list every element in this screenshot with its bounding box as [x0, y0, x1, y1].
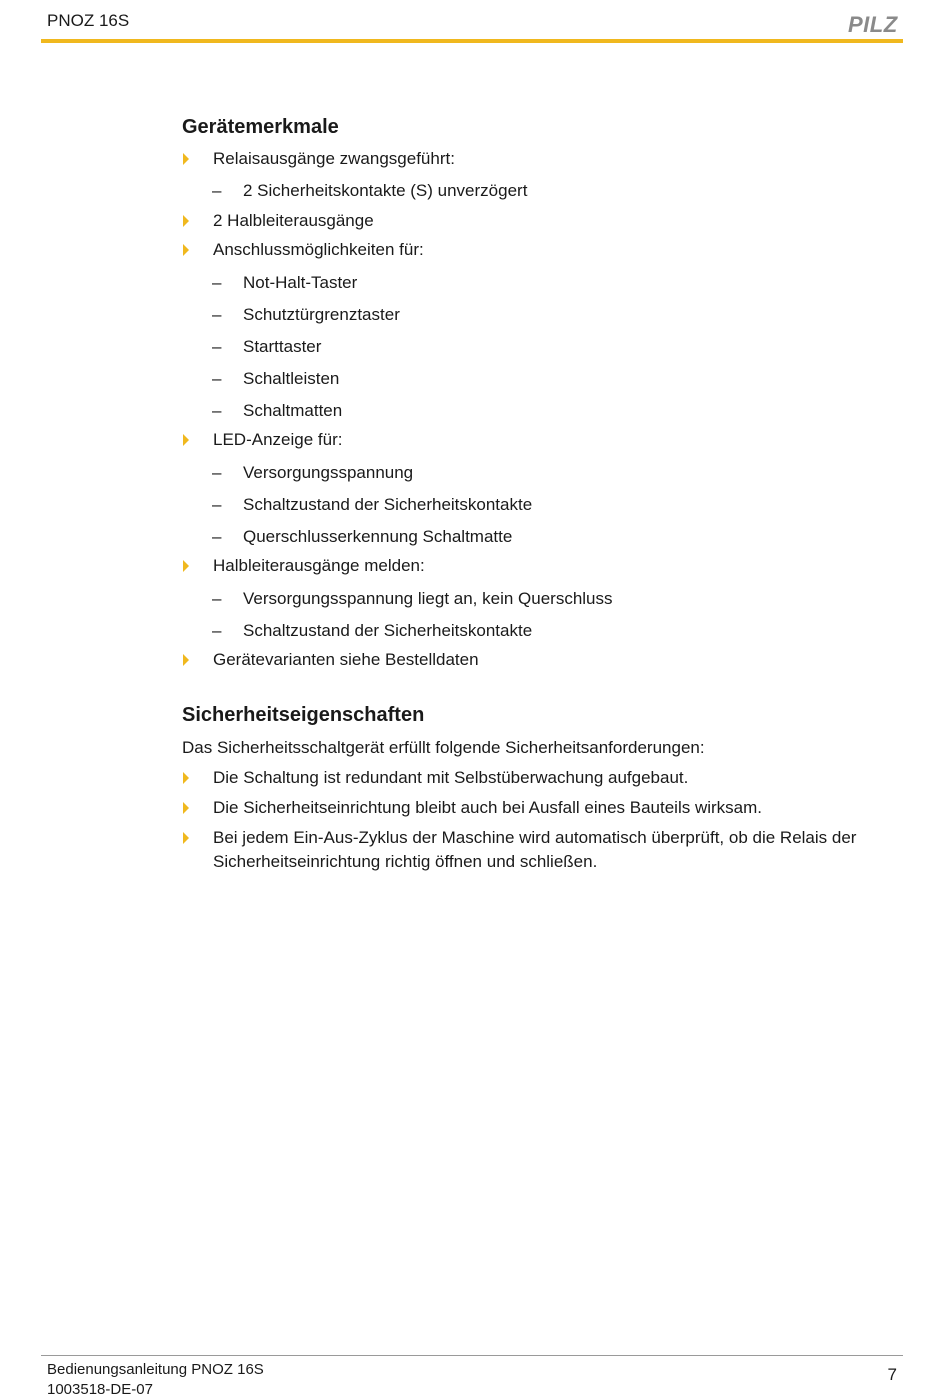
safety-item-text: Bei jedem Ein-Aus-Zyklus der Maschine wird automatisch überprüft, ob die Relais der Sicherheitseinrichtung richtig öffnen und schließen.: [213, 828, 857, 871]
document-title: PNOZ 16S: [47, 11, 130, 30]
pilz-logo: [848, 13, 904, 35]
feature-item-text: Relaisausgänge zwangsgeführt:: [213, 149, 455, 168]
dash-bullet: –: [212, 337, 222, 356]
feature-item-text: LED-Anzeige für:: [213, 430, 343, 449]
dash-bullet: –: [212, 273, 222, 292]
triangle-right-bullet-icon: [183, 832, 189, 844]
feature-subitem-text: Querschlusserkennung Schaltmatte: [243, 527, 513, 546]
header-rule: [41, 39, 903, 43]
dash-bullet: –: [212, 621, 222, 640]
feature-item-text: 2 Halbleiterausgänge: [213, 211, 374, 230]
page-number: 7: [887, 1365, 897, 1384]
feature-item-text: Anschlussmöglichkeiten für:: [213, 240, 424, 259]
safety-intro: Das Sicherheitsschaltgerät erfüllt folgende Sicherheitsanforderungen:: [182, 738, 705, 757]
triangle-right-bullet-icon: [183, 215, 189, 227]
triangle-right-bullet-icon: [183, 654, 189, 666]
dash-bullet: –: [212, 495, 222, 514]
feature-item-text: Halbleiterausgänge melden:: [213, 556, 425, 575]
feature-subitem-text: Schutztürgrenztaster: [243, 305, 400, 324]
feature-subitem-text: Not-Halt-Taster: [243, 273, 358, 292]
dash-bullet: –: [212, 589, 222, 608]
feature-subitem-text: Versorgungsspannung liegt an, kein Querschluss: [243, 589, 613, 608]
feature-subitem-text: 2 Sicherheitskontakte (S) unverzögert: [243, 181, 528, 200]
triangle-right-bullet-icon: [183, 244, 189, 256]
feature-subitem-text: Schaltzustand der Sicherheitskontakte: [243, 495, 533, 514]
dash-bullet: –: [212, 369, 222, 388]
footer-document-number: 1003518-DE-07: [47, 1381, 153, 1398]
feature-subitem-text: Starttaster: [243, 337, 322, 356]
feature-subitem-text: Schaltmatten: [243, 401, 343, 420]
dash-bullet: –: [212, 401, 222, 420]
feature-subitem-text: Schaltleisten: [243, 369, 340, 388]
dash-bullet: –: [212, 463, 222, 482]
dash-bullet: –: [212, 181, 222, 200]
feature-item-text: Gerätevarianten siehe Bestelldaten: [213, 650, 479, 669]
safety-item-text: Die Sicherheitseinrichtung bleibt auch bei Ausfall eines Bauteils wirksam.: [213, 798, 763, 817]
features-heading: Gerätemerkmale: [182, 116, 339, 138]
footer-rule: [41, 1355, 903, 1356]
triangle-right-bullet-icon: [183, 772, 189, 784]
pilz-logo-text: PILZ: [848, 12, 898, 37]
feature-subitem-text: Versorgungsspannung: [243, 463, 414, 482]
triangle-right-bullet-icon: [183, 153, 189, 165]
safety-heading: Sicherheitseigenschaften: [182, 704, 425, 726]
safety-item-text: Die Schaltung ist redundant mit Selbstüberwachung aufgebaut.: [213, 768, 689, 787]
footer-manual-title: Bedienungsanleitung PNOZ 16S: [47, 1361, 264, 1378]
dash-bullet: –: [212, 305, 222, 324]
triangle-right-bullet-icon: [183, 802, 189, 814]
feature-subitem-text: Schaltzustand der Sicherheitskontakte: [243, 621, 533, 640]
dash-bullet: –: [212, 527, 222, 546]
triangle-right-bullet-icon: [183, 434, 189, 446]
triangle-right-bullet-icon: [183, 560, 189, 572]
